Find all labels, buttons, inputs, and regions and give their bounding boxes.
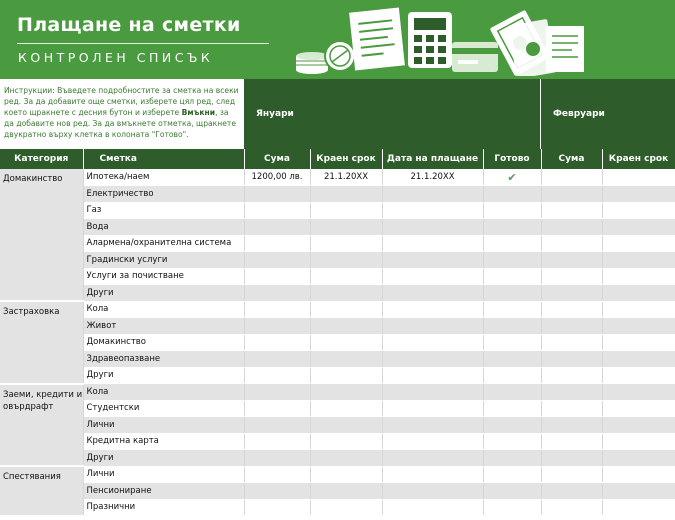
- table-row[interactable]: [0, 235, 675, 252]
- paid-date-cell[interactable]: [382, 301, 483, 318]
- amount-cell[interactable]: [244, 202, 310, 219]
- instructions-part2: , за да добавите нов ред. За да вмъкнете отметка, щракнете двукратно върху клетка в колоната "Готово".: [4, 108, 237, 140]
- due-feb-cell[interactable]: [602, 499, 675, 516]
- amount-feb-cell[interactable]: [541, 450, 602, 467]
- col-header-due-feb[interactable]: Краен срок: [602, 149, 675, 169]
- amount-feb-cell[interactable]: [541, 235, 602, 252]
- amount-cell[interactable]: [244, 235, 310, 252]
- bill-name-cell[interactable]: Други: [83, 285, 244, 302]
- bill-name-cell[interactable]: Здравеопазване: [83, 351, 244, 368]
- table-row[interactable]: [0, 400, 675, 417]
- table-row[interactable]: [0, 301, 675, 318]
- paid-date-cell[interactable]: [382, 318, 483, 335]
- amount-feb-cell[interactable]: [541, 285, 602, 302]
- done-cell[interactable]: [483, 219, 541, 236]
- due-feb-cell[interactable]: [602, 384, 675, 401]
- due-feb-cell[interactable]: [602, 483, 675, 500]
- bill-name-cell[interactable]: Лични: [83, 417, 244, 434]
- table-row[interactable]: [0, 318, 675, 335]
- due-date-cell[interactable]: [310, 483, 382, 500]
- due-date-cell[interactable]: [310, 219, 382, 236]
- paid-date-cell[interactable]: [382, 466, 483, 483]
- due-date-cell[interactable]: [310, 202, 382, 219]
- done-cell[interactable]: [483, 301, 541, 318]
- page-subtitle: КОНТРОЛЕН СПИСЪК: [18, 50, 214, 65]
- invoice-icon: [349, 8, 405, 71]
- amount-feb-cell[interactable]: [541, 202, 602, 219]
- table-row[interactable]: [0, 417, 675, 434]
- bill-name-cell[interactable]: Други: [83, 450, 244, 467]
- amount-feb-cell[interactable]: [541, 483, 602, 500]
- paid-date-cell[interactable]: [382, 367, 483, 384]
- due-date-cell[interactable]: [310, 252, 382, 269]
- done-cell[interactable]: [483, 252, 541, 269]
- amount-cell[interactable]: [244, 384, 310, 401]
- amount-cell[interactable]: [244, 466, 310, 483]
- table-row[interactable]: [0, 351, 675, 368]
- done-cell[interactable]: [483, 202, 541, 219]
- col-header-paid-date[interactable]: Дата на плащане: [382, 149, 483, 169]
- table-row[interactable]: [0, 202, 675, 219]
- col-header-done[interactable]: Готово: [483, 149, 541, 169]
- paid-date-cell[interactable]: [382, 400, 483, 417]
- due-feb-cell[interactable]: [602, 285, 675, 302]
- due-date-cell[interactable]: [310, 318, 382, 335]
- category-cell[interactable]: Заеми, кредити и овърдрафт: [0, 384, 83, 467]
- bill-name-cell[interactable]: Вода: [83, 219, 244, 236]
- amount-feb-cell[interactable]: [541, 351, 602, 368]
- amount-cell[interactable]: [244, 417, 310, 434]
- done-cell[interactable]: [483, 351, 541, 368]
- paid-date-cell[interactable]: [382, 499, 483, 516]
- done-cell[interactable]: [483, 384, 541, 401]
- amount-cell[interactable]: [244, 219, 310, 236]
- category-cell[interactable]: Домакинство: [0, 169, 83, 301]
- credit-card-icon: [452, 42, 498, 72]
- amount-feb-cell[interactable]: [541, 252, 602, 269]
- done-cell[interactable]: [483, 268, 541, 285]
- bill-name-cell[interactable]: Живот: [83, 318, 244, 335]
- bills-illustration: [290, 4, 590, 76]
- due-date-cell[interactable]: [310, 235, 382, 252]
- amount-feb-cell[interactable]: [541, 219, 602, 236]
- col-header-bill[interactable]: Сметка: [83, 149, 244, 169]
- paid-date-cell[interactable]: [382, 433, 483, 450]
- due-feb-cell[interactable]: [602, 400, 675, 417]
- due-feb-cell[interactable]: [602, 318, 675, 335]
- amount-feb-cell[interactable]: [541, 268, 602, 285]
- due-feb-cell[interactable]: [602, 235, 675, 252]
- paid-date-cell[interactable]: [382, 252, 483, 269]
- amount-feb-cell[interactable]: [541, 499, 602, 516]
- amount-cell[interactable]: [244, 400, 310, 417]
- done-cell[interactable]: [483, 318, 541, 335]
- done-cell[interactable]: [483, 334, 541, 351]
- paid-date-cell[interactable]: [382, 351, 483, 368]
- paid-date-cell[interactable]: [382, 334, 483, 351]
- due-feb-cell[interactable]: [602, 367, 675, 384]
- col-header-amount[interactable]: Сума: [244, 149, 310, 169]
- bill-name-cell[interactable]: Празнични: [83, 499, 244, 516]
- month-header-february: Февруари: [541, 79, 675, 149]
- amount-cell[interactable]: [244, 433, 310, 450]
- done-cell[interactable]: [483, 169, 541, 186]
- table-row[interactable]: [0, 450, 675, 467]
- done-cell[interactable]: [483, 499, 541, 516]
- done-cell[interactable]: [483, 483, 541, 500]
- amount-cell[interactable]: [244, 301, 310, 318]
- due-date-cell[interactable]: [310, 351, 382, 368]
- due-date-cell[interactable]: [310, 417, 382, 434]
- amount-cell[interactable]: [244, 252, 310, 269]
- paid-date-cell[interactable]: [382, 483, 483, 500]
- paid-date-cell[interactable]: [382, 235, 483, 252]
- due-date-cell[interactable]: 21.1.20XX: [310, 169, 382, 186]
- due-feb-cell[interactable]: [602, 186, 675, 203]
- amount-feb-cell[interactable]: [541, 466, 602, 483]
- table-row[interactable]: [0, 252, 675, 269]
- amount-cell[interactable]: [244, 367, 310, 384]
- bill-name-cell[interactable]: Кола: [83, 301, 244, 318]
- due-feb-cell[interactable]: [602, 169, 675, 186]
- due-feb-cell[interactable]: [602, 433, 675, 450]
- table-row[interactable]: [0, 186, 675, 203]
- amount-feb-cell[interactable]: [541, 400, 602, 417]
- paid-date-cell[interactable]: 21.1.20XX: [382, 169, 483, 186]
- done-cell[interactable]: [483, 433, 541, 450]
- bill-name-cell[interactable]: Лични: [83, 466, 244, 483]
- due-feb-cell[interactable]: [602, 301, 675, 318]
- bill-name-cell[interactable]: Газ: [83, 202, 244, 219]
- done-cell[interactable]: [483, 400, 541, 417]
- due-date-cell[interactable]: [310, 499, 382, 516]
- amount-cell[interactable]: [244, 285, 310, 302]
- due-feb-cell[interactable]: [602, 417, 675, 434]
- title-divider: [17, 43, 269, 44]
- table-row[interactable]: [0, 384, 675, 401]
- done-cell[interactable]: [483, 466, 541, 483]
- paid-date-cell[interactable]: [382, 285, 483, 302]
- done-cell[interactable]: [483, 367, 541, 384]
- amount-cell[interactable]: [244, 499, 310, 516]
- due-date-cell[interactable]: [310, 186, 382, 203]
- bill-name-cell[interactable]: Услуги за почистване: [83, 268, 244, 285]
- due-feb-cell[interactable]: [602, 450, 675, 467]
- table-row[interactable]: [0, 268, 675, 285]
- due-date-cell[interactable]: [310, 450, 382, 467]
- amount-feb-cell[interactable]: [541, 318, 602, 335]
- amount-cell[interactable]: [244, 186, 310, 203]
- amount-feb-cell[interactable]: [541, 334, 602, 351]
- coins-icon: [296, 41, 355, 74]
- table-row[interactable]: [0, 169, 675, 186]
- due-feb-cell[interactable]: [602, 466, 675, 483]
- paid-date-cell[interactable]: [382, 268, 483, 285]
- table-row[interactable]: [0, 499, 675, 516]
- bill-name-cell[interactable]: Пенсиониране: [83, 483, 244, 500]
- month-header-january: Януари: [244, 79, 540, 149]
- instructions-insert-keyword: Вмъкни: [181, 108, 216, 118]
- instructions-text: [0, 79, 244, 149]
- category-cell[interactable]: Застраховка: [0, 301, 83, 384]
- done-cell[interactable]: [483, 235, 541, 252]
- amount-cell[interactable]: [244, 268, 310, 285]
- amount-feb-cell[interactable]: [541, 301, 602, 318]
- bills-table-body: [0, 169, 675, 516]
- category-cell[interactable]: Спестявания: [0, 466, 83, 516]
- bill-name-cell[interactable]: Домакинство: [83, 334, 244, 351]
- paid-date-cell[interactable]: [382, 417, 483, 434]
- due-date-cell[interactable]: [310, 334, 382, 351]
- done-cell[interactable]: [483, 186, 541, 203]
- col-header-due[interactable]: Краен срок: [310, 149, 382, 169]
- amount-cell[interactable]: [244, 450, 310, 467]
- bill-name-cell[interactable]: Електричество: [83, 186, 244, 203]
- due-date-cell[interactable]: [310, 466, 382, 483]
- amount-feb-cell[interactable]: [541, 417, 602, 434]
- bill-name-cell[interactable]: Ипотека/наем: [83, 169, 244, 186]
- bill-name-cell[interactable]: Градински услуги: [83, 252, 244, 269]
- amount-cell[interactable]: [244, 318, 310, 335]
- amount-feb-cell[interactable]: [541, 433, 602, 450]
- bill-name-cell[interactable]: Кола: [83, 384, 244, 401]
- paid-date-cell[interactable]: [382, 450, 483, 467]
- page-title: Плащане на сметки: [17, 14, 241, 36]
- amount-feb-cell[interactable]: [541, 367, 602, 384]
- table-row[interactable]: [0, 285, 675, 302]
- instructions-part1: Инструкции: Въведете подробностите за сметка на всеки ред. За да добавите още сметки, изберете цял ред, след което щракнете с десния бутон и изберете: [4, 86, 239, 118]
- column-header-row: [0, 149, 675, 169]
- amount-cell[interactable]: [244, 334, 310, 351]
- due-feb-cell[interactable]: [602, 268, 675, 285]
- bill-name-cell[interactable]: Студентски: [83, 400, 244, 417]
- due-date-cell[interactable]: [310, 301, 382, 318]
- table-row[interactable]: [0, 219, 675, 236]
- amount-cell[interactable]: [244, 483, 310, 500]
- due-date-cell[interactable]: [310, 433, 382, 450]
- due-date-cell[interactable]: [310, 285, 382, 302]
- amount-feb-cell[interactable]: [541, 169, 602, 186]
- table-row[interactable]: [0, 466, 675, 483]
- table-row[interactable]: [0, 483, 675, 500]
- bill-name-cell[interactable]: Алармена/охранителна система: [83, 235, 244, 252]
- receipt-icon: [546, 26, 584, 72]
- checkmark-icon: ✔: [507, 170, 517, 184]
- due-feb-cell[interactable]: [602, 202, 675, 219]
- table-row[interactable]: [0, 367, 675, 384]
- bills-table: [0, 149, 675, 517]
- col-header-amount-feb[interactable]: Сума: [541, 149, 602, 169]
- amount-feb-cell[interactable]: [541, 186, 602, 203]
- table-row[interactable]: [0, 334, 675, 351]
- calculator-icon: [408, 12, 452, 68]
- paid-date-cell[interactable]: [382, 202, 483, 219]
- done-cell[interactable]: [483, 417, 541, 434]
- due-feb-cell[interactable]: [602, 334, 675, 351]
- table-row[interactable]: [0, 433, 675, 450]
- due-feb-cell[interactable]: [602, 351, 675, 368]
- due-feb-cell[interactable]: [602, 252, 675, 269]
- paid-date-cell[interactable]: [382, 219, 483, 236]
- bill-name-cell[interactable]: Кредитна карта: [83, 433, 244, 450]
- due-date-cell[interactable]: [310, 268, 382, 285]
- paid-date-cell[interactable]: [382, 186, 483, 203]
- paid-date-cell[interactable]: [382, 384, 483, 401]
- amount-cell[interactable]: [244, 351, 310, 368]
- header-banner: [0, 0, 675, 79]
- due-date-cell[interactable]: [310, 400, 382, 417]
- due-date-cell[interactable]: [310, 367, 382, 384]
- bill-name-cell[interactable]: Други: [83, 367, 244, 384]
- amount-feb-cell[interactable]: [541, 384, 602, 401]
- due-feb-cell[interactable]: [602, 219, 675, 236]
- amount-cell[interactable]: 1200,00 лв.: [244, 169, 310, 186]
- due-date-cell[interactable]: [310, 384, 382, 401]
- done-cell[interactable]: [483, 450, 541, 467]
- col-header-category[interactable]: Категория: [0, 149, 83, 169]
- done-cell[interactable]: [483, 285, 541, 302]
